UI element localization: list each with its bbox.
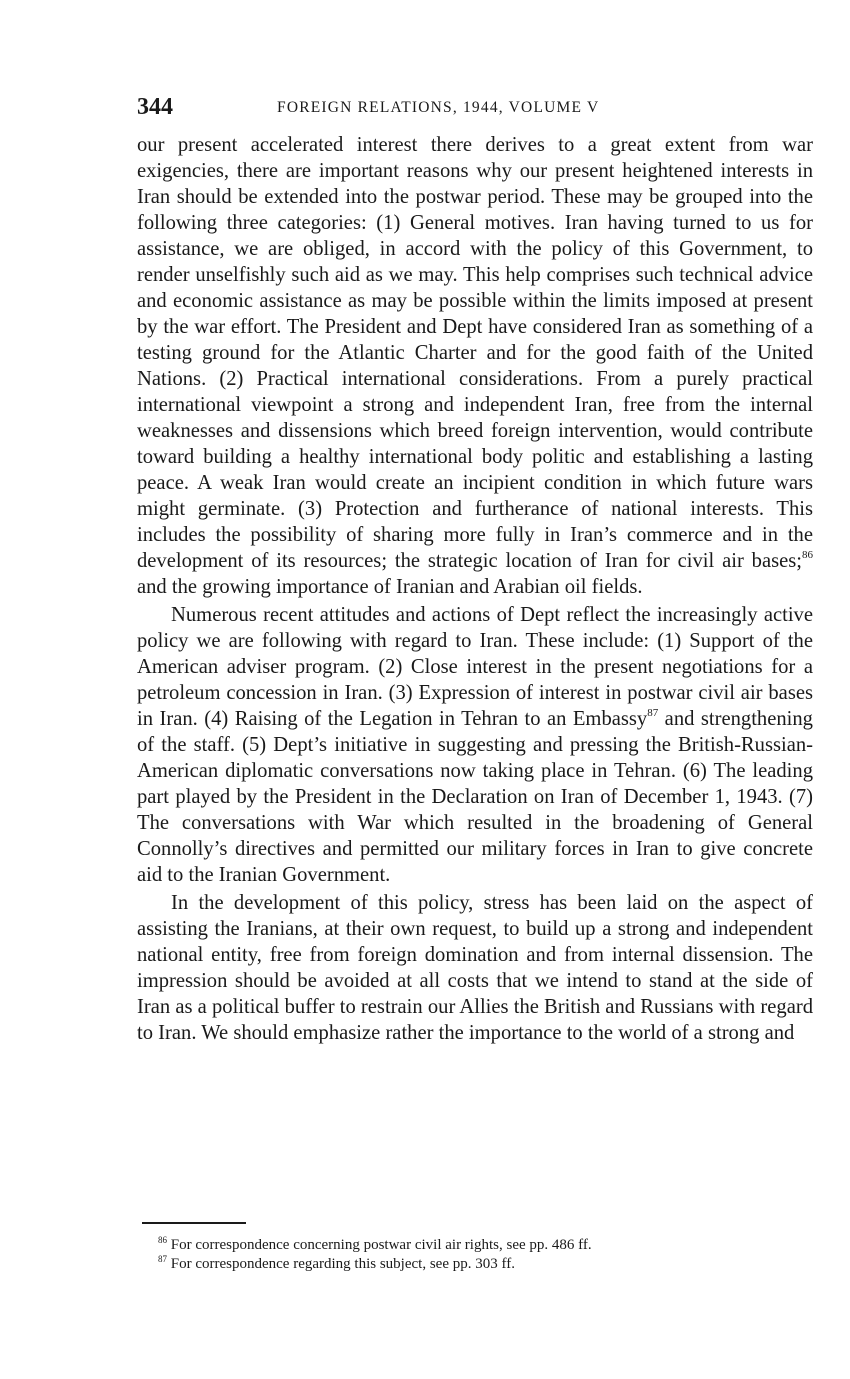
page-number: 344 bbox=[137, 94, 173, 120]
footnote-number: 86 bbox=[158, 1235, 167, 1245]
running-title: FOREIGN RELATIONS, 1944, VOLUME V bbox=[277, 99, 600, 116]
footnote-divider bbox=[142, 1222, 246, 1224]
paragraph-1 bbox=[137, 132, 813, 600]
paragraph-2 bbox=[137, 602, 813, 888]
footnote-86 bbox=[158, 1236, 808, 1255]
footnote-number: 87 bbox=[158, 1254, 167, 1264]
footnote-87 bbox=[158, 1255, 808, 1274]
paragraph-2-text-a: Numerous recent attitudes and actions of Dept reflect the increasingly active policy we are following with regard to Iran. These include: (1) Support of the American adviser program. (2) Close interest in the present negotiations for a petroleum concession in Iran. (3) Expression of interest in postwar civil air bases in Iran. (4) Raising of the Legation in Tehran to an Embassy bbox=[137, 604, 813, 730]
footnote-ref-86[interactable]: 86 bbox=[802, 549, 813, 561]
footnote-text: For correspondence regarding this subject, see pp. 303 ff. bbox=[167, 1256, 515, 1272]
page-content bbox=[137, 92, 813, 1046]
paragraph-1-text-b: and the growing importance of Iranian and Arabian oil fields. bbox=[137, 576, 643, 598]
footnote-ref-87[interactable]: 87 bbox=[647, 707, 659, 719]
running-head bbox=[137, 92, 813, 126]
body-text bbox=[137, 132, 813, 1046]
footnote-text: For correspondence concerning postwar civil air rights, see pp. 486 ff. bbox=[167, 1237, 592, 1253]
paragraph-2-text-b: and strengthening of the staff. (5) Dept’s initiative in suggesting and pressing the British-Russian-American diplomatic conversations now taking place in Tehran. (6) The leading part played by the President in the Declaration on Iran of December 1, 1943. (7) The conversations with War which resulted in the broadening of General Connolly’s directives and permitted our military forces in Iran to give concrete aid to the Iranian Government. bbox=[137, 708, 813, 886]
paragraph-3: In the development of this policy, stress has been laid on the aspect of assisting the Iranians, at their own request, to build up a strong and independent national entity, free from foreign domination and from internal dissension. The impression should be avoided at all costs that we intend to stand at the side of Iran as a political buffer to restrain our Allies the British and Russians with regard to Iran. We should emphasize rather the importance to the world of a strong and bbox=[137, 892, 813, 1044]
footnotes bbox=[158, 1236, 808, 1274]
paragraph-1-text-a: our present accelerated interest there derives to a great extent from war exigencies, there are important reasons why our present heightened interests in Iran should be extended into the postwar period. These may be grouped into the following three categories: (1) General motives. Iran having turned to us for assistance, we are obliged, in accord with the policy of this Government, to render unselfishly such aid as we may. This help comprises such technical advice and economic assistance as may be possible within the limits imposed at present by the war effort. The President and Dept have considered Iran as something of a testing ground for the Atlantic Charter and for the good faith of the United Nations. (2) Practical international considerations. From a purely practical international viewpoint a strong and independent Iran, free from the internal weaknesses and dissensions which breed foreign intervention, would contribute toward building a healthy international body politic and establishing a lasting peace. A weak Iran would create an incipient condition in which future wars might germinate. (3) Protection and furtherance of national interests. This includes the possibility of sharing more fully in Iran’s commerce and in the development of its resources; the strategic location of Iran for civil air bases; bbox=[137, 134, 813, 572]
